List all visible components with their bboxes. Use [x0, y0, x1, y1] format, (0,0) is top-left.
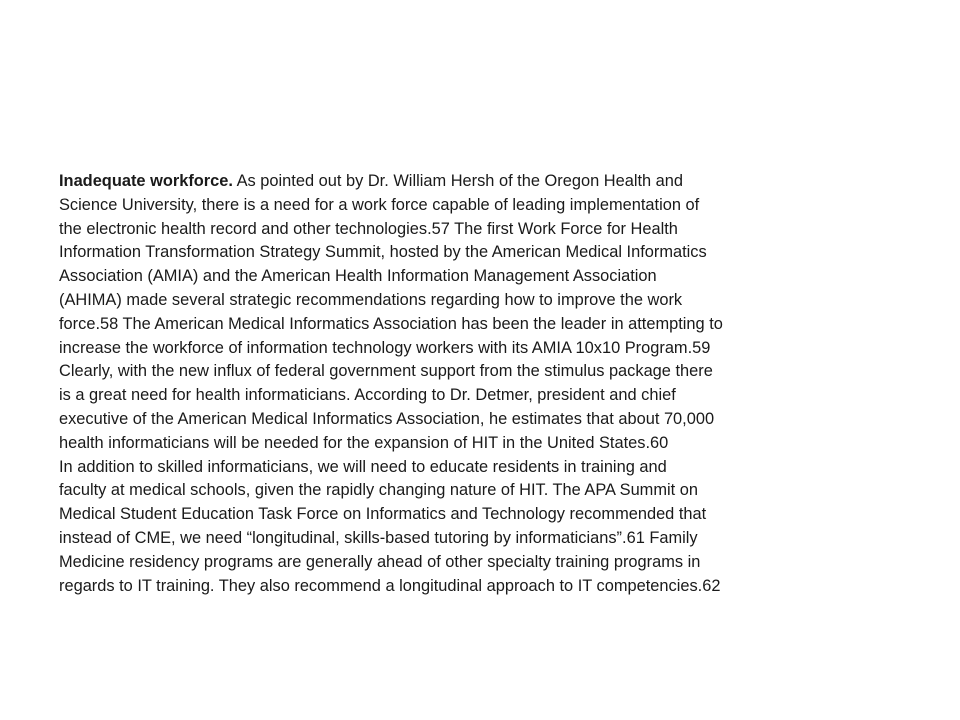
text-line: Clearly, with the new influx of federal government support from the stimulus package there: [59, 362, 713, 381]
text-line: Association (AMIA) and the American Health Information Management Association: [59, 267, 657, 286]
body-text: [59, 170, 829, 598]
text-line: instead of CME, we need “longitudinal, skills-based tutoring by informaticians”.61 Family: [59, 528, 698, 547]
text-line: Science University, there is a need for a work force capable of leading implementation of: [59, 195, 700, 214]
paragraph-education: [59, 456, 829, 599]
section-heading: Inadequate workforce.: [59, 172, 233, 190]
text-line: [59, 170, 829, 194]
text-line: is a great need for health informaticians. According to Dr. Detmer, president and chief: [59, 386, 676, 405]
text-line: force.58 The American Medical Informatics Association has been the leader in attempting to: [59, 314, 723, 333]
text-line: Medical Student Education Task Force on Informatics and Technology recommended that: [59, 505, 707, 524]
text-line: regards to IT training. They also recommend a longitudinal approach to IT competencies.62: [59, 576, 721, 595]
text-line: Information Transformation Strategy Summit, hosted by the American Medical Informatics: [59, 243, 707, 262]
text-line: In addition to skilled informaticians, we will need to educate residents in training and: [59, 457, 667, 476]
text-line: (AHIMA) made several strategic recommendations regarding how to improve the work: [59, 290, 683, 309]
text-line: health informaticians will be needed for the expansion of HIT in the United States.60: [59, 433, 669, 452]
text-line-content: As pointed out by Dr. William Hersh of the Oregon Health and: [232, 172, 684, 190]
paragraph-workforce: [59, 170, 829, 456]
text-line: faculty at medical schools, given the rapidly changing nature of HIT. The APA Summit on: [59, 481, 698, 500]
text-line: the electronic health record and other technologies.57 The first Work Force for Health: [59, 219, 678, 238]
text-line: increase the workforce of information technology workers with its AMIA 10x10 Program.59: [59, 338, 711, 357]
text-line: executive of the American Medical Informatics Association, he estimates that about 70,000: [59, 409, 715, 428]
text-line: Medicine residency programs are generally ahead of other specialty training programs in: [59, 552, 701, 571]
